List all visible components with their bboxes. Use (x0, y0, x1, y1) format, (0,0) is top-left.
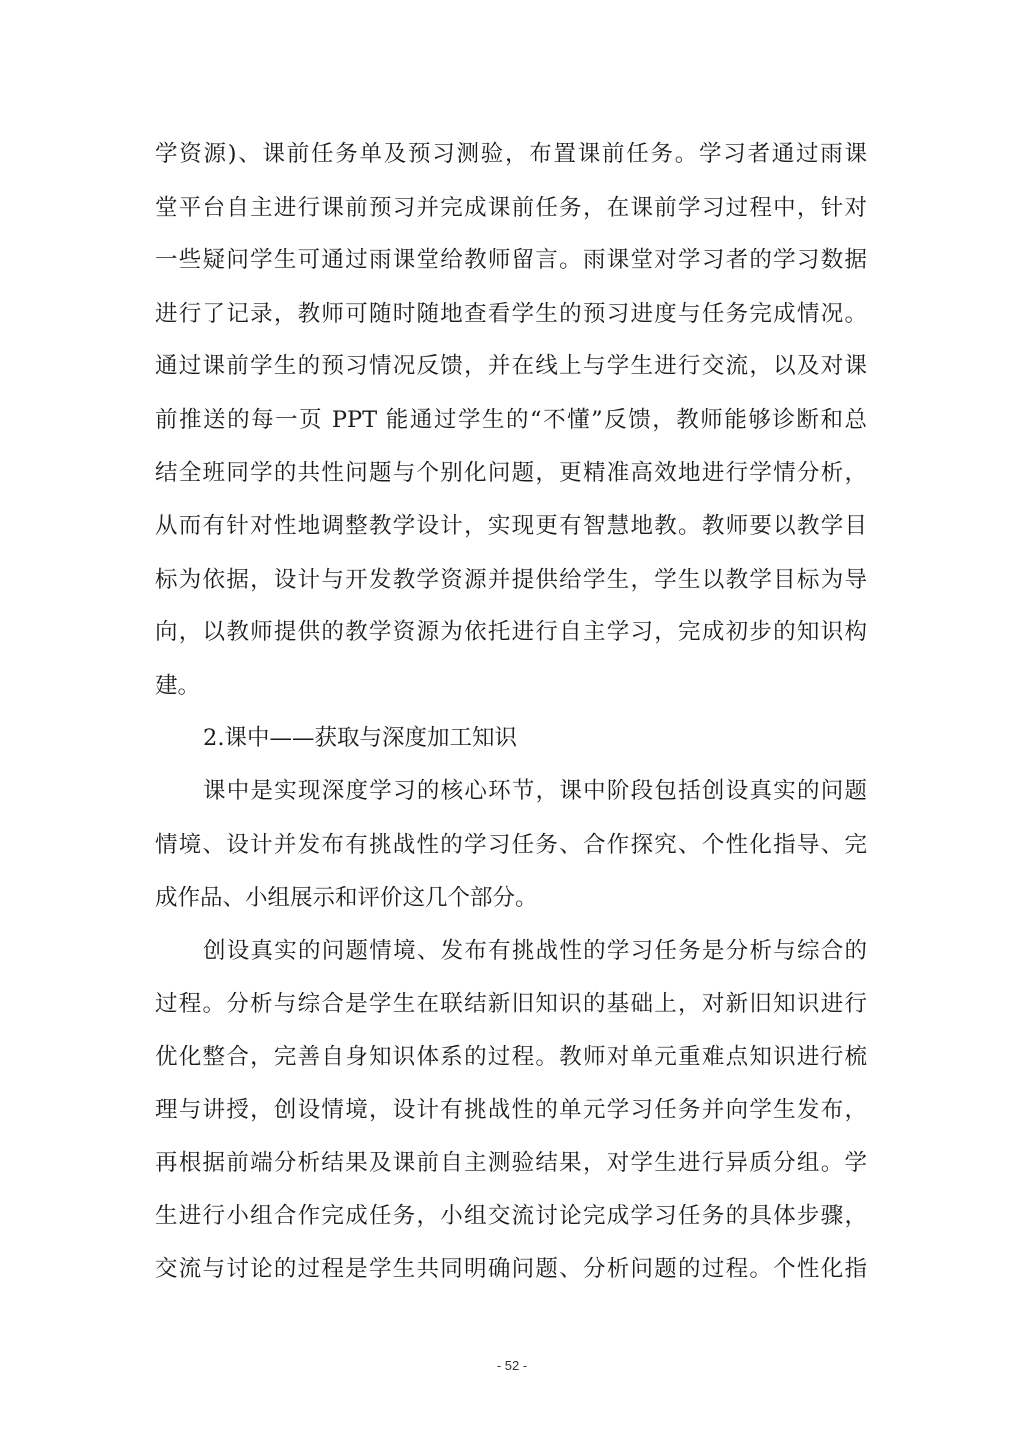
text-line: 堂平台自主进行课前预习并完成课前任务，在课前学习过程中，针对 (155, 195, 867, 221)
section-heading: 2.课中——获取与深度加工知识 (203, 725, 517, 751)
text-line: 过程。分析与综合是学生在联结新旧知识的基础上，对新旧知识进行 (155, 991, 867, 1017)
text-line: 课中是实现深度学习的核心环节，课中阶段包括创设真实的问题 (203, 778, 867, 804)
text-line: 优化整合，完善自身知识体系的过程。教师对单元重难点知识进行梳 (155, 1044, 867, 1070)
text-line: 进行了记录，教师可随时随地查看学生的预习进度与任务完成情况。 (155, 301, 867, 327)
text-line: 前推送的每一页 PPT 能通过学生的“不懂”反馈，教师能够诊断和总 (155, 407, 867, 433)
text-line: 结全班同学的共性问题与个别化问题，更精准高效地进行学情分析， (155, 460, 867, 486)
text-line: 建。 (155, 673, 201, 699)
text-line: 一些疑问学生可通过雨课堂给教师留言。雨课堂对学习者的学习数据 (155, 247, 867, 273)
page-number: - 52 - (496, 1358, 528, 1373)
text-line: 成作品、小组展示和评价这几个部分。 (155, 885, 538, 911)
text-line: 生进行小组合作完成任务，小组交流讨论完成学习任务的具体步骤， (155, 1203, 867, 1229)
text-line: 理与讲授，创设情境，设计有挑战性的单元学习任务并向学生发布， (155, 1097, 867, 1123)
text-line: 向，以教师提供的教学资源为依托进行自主学习，完成初步的知识构 (155, 619, 867, 645)
text-line: 再根据前端分析结果及课前自主测验结果，对学生进行异质分组。学 (155, 1150, 867, 1176)
text-line: 学资源)、课前任务单及预习测验，布置课前任务。学习者通过雨课 (155, 141, 867, 167)
text-line: 交流与讨论的过程是学生共同明确问题、分析问题的过程。个性化指 (155, 1256, 867, 1282)
text-line: 从而有针对性地调整教学设计，实现更有智慧地教。教师要以教学目 (155, 513, 867, 539)
text-line: 通过课前学生的预习情况反馈，并在线上与学生进行交流，以及对课 (155, 353, 867, 379)
text-line: 情境、设计并发布有挑战性的学习任务、合作探究、个性化指导、完 (155, 832, 867, 858)
text-line: 标为依据，设计与开发教学资源并提供给学生，学生以教学目标为导 (155, 567, 867, 593)
text-line: 创设真实的问题情境、发布有挑战性的学习任务是分析与综合的 (203, 938, 867, 964)
